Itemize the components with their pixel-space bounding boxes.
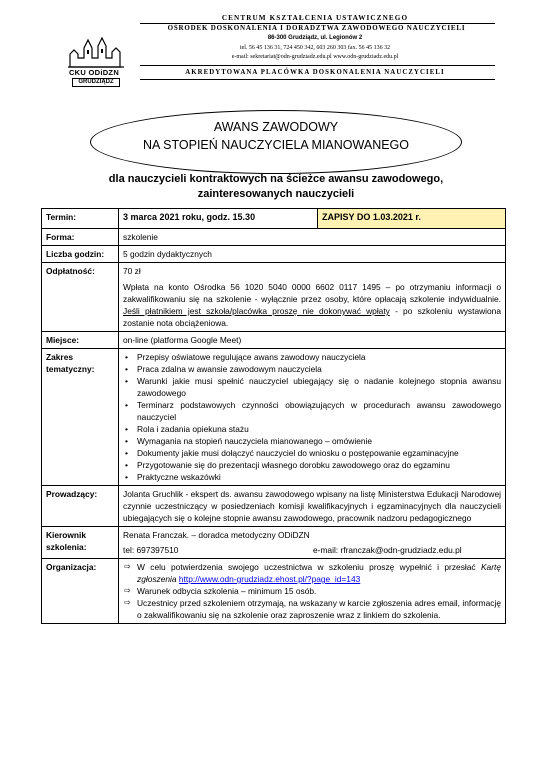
kierownik-contact [123, 544, 501, 556]
cku-odidzn-logo [58, 36, 136, 90]
odplatnosc-amount: 70 zł [123, 266, 141, 276]
header-address: 86-300 Grudziądz, ul. Legionów 2 [267, 35, 363, 41]
details-table [41, 208, 506, 624]
table-row [42, 209, 506, 229]
list-item: ⇨ Warunek odbycia szkolenia – minimum 15 osób. [137, 585, 501, 597]
list-item: ⇨ Uczestnicy przed szkoleniem otrzymają, na wskazany w karcie zgłoszenia adres email, informację o zakwalifikowaniu się na szkolenie oraz zaproszenie wraz z linkiem do szkolenia. [137, 597, 501, 621]
letterhead [0, 14, 543, 86]
subtitle: dla nauczycieli kontraktowych na ścieżce awansu zawodowego, [108, 173, 444, 185]
table-row [42, 527, 506, 559]
row-label: Forma: [42, 229, 119, 246]
table-row [42, 349, 506, 486]
header-accreditation: AKREDYTOWANA PLACÓWKA DOSKONALENIA NAUCZYCIELI [185, 69, 445, 76]
list-item: • Praca zdalna w awansie zawodowym nauczyciela [137, 363, 501, 375]
list-item: • Przepisy oświatowe regulujące awans zawodowy nauczyciela [137, 351, 501, 363]
list-item: • Terminarz podstawowych czynności obowiązujących w procedurach awansu zawodowego nauczyciel [137, 399, 501, 423]
row-label: Organizacja: [42, 559, 119, 624]
miejsce-value: on-line (platforma Google Meet) [119, 332, 506, 349]
list-item: • Przygotowanie się do prezentacji własnego dorobku zawodowego oraz do egzaminu [137, 459, 501, 471]
page-title: AWANS ZAWODOWY [213, 120, 339, 134]
row-label: Kierownik szkolenia: [42, 527, 119, 559]
list-item: • Wymagania na stopień nauczyciela mianowanego – omówienie [137, 435, 501, 447]
table-row [42, 559, 506, 624]
row-label: Termin: [42, 209, 119, 229]
kierownik-name: Renata Franczak. – doradca metodyczny ODiDZN [123, 530, 310, 540]
organizacja-list [123, 561, 501, 621]
header-contact: e-mail: sekretariat@odn-grudziadz.edu.pl www.odn-grudziadz.edu.pl [231, 54, 399, 60]
header-line2: OŚRODEK DOSKONALENIA I DORADZTWA ZAWODOWEGO NAUCZYCIELI [167, 24, 466, 32]
zapisy-badge: ZAPISY DO 1.03.2021 r. [318, 209, 506, 229]
forma-value: szkolenie [119, 229, 506, 246]
header-line1: CENTRUM KSZTAŁCENIA USTAWICZNEGO [221, 14, 409, 22]
row-label: Prowadzący: [42, 486, 119, 527]
list-item: • Praktyczne wskazówki [137, 471, 501, 483]
odplatnosc-note: Jeśli płatnikiem jest szkoła/placówka proszę nie dokonywać wpłaty [123, 306, 390, 316]
prowadzacy-value: Jolanta Gruchlik - ekspert ds. awansu zawodowego wpisany na listę Ministerstwa Edukacji Narodowej czynnie uczestniczący w posiedzeniach komisji kwalifikacyjnych i egzaminacyjnych dla nauczycieli ubiegających się o kolejne stopnie awansu zawodowego, pracownik nadzoru pedagogicznego [119, 486, 506, 527]
row-label: Liczba godzin: [42, 246, 119, 263]
kierownik-tel: tel: 697397510 [123, 545, 179, 555]
logo-city: GRUDZIĄDZ [72, 78, 120, 87]
liczba-value: 5 godzin dydaktycznych [119, 246, 506, 263]
zakres-value [119, 349, 506, 486]
table-row [42, 263, 506, 332]
list-item: • Dokumenty jakie musi dołączyć nauczyciel do wniosku o postępowanie egzaminacyjne [137, 447, 501, 459]
table-row [42, 486, 506, 527]
org-item1-italic: Kartę zgłoszenia [137, 562, 501, 584]
odplatnosc-text: Wpłata na konto Ośrodka 56 1020 5040 0000 6602 0117 1495 – po otrzymaniu informacji o zakwalifikowaniu się na szkolenie - wyłącznie przez osoby, które opłacają szkolenie indywidualnie. [123, 282, 501, 304]
table-row [42, 332, 506, 349]
list-item [137, 561, 501, 585]
row-label: Zakres tematyczny: [42, 349, 119, 486]
header-divider [140, 79, 495, 80]
kierownik-email: e-mail: rfranczak@odn-grudziadz.edu.pl [313, 545, 462, 555]
header-divider [140, 65, 495, 66]
zakres-list [123, 351, 501, 483]
row-label: Odpłatność: [42, 263, 119, 332]
registration-form-link[interactable]: http://www.odn-grudziadz.ehost.pl/?page_id=143 [178, 574, 361, 584]
header-phones: tel. 56 45 136 31, 724 450 342, 603 260 303 fax. 56 45 136 32 [239, 45, 391, 51]
kierownik-value [119, 527, 506, 559]
list-item: • Rola i zadania opiekuna stażu [137, 423, 501, 435]
building-towers-icon [68, 36, 126, 68]
odplatnosc-value [119, 263, 506, 332]
row-label: Miejsce: [42, 332, 119, 349]
logo-text: CKU ODiDZN [68, 68, 120, 77]
subtitle-line2: zainteresowanych nauczycieli [197, 188, 355, 200]
organizacja-value [119, 559, 506, 624]
odplatnosc-tail: - po szkoleniu wystawiona zostanie nota obciążeniowa. [123, 306, 501, 328]
list-item: • Warunki jakie musi spełnić nauczyciel ubiegający się o nadanie kolejnego stopnia awansu zawodowego [137, 375, 501, 399]
org-item1-text: W celu potwierdzenia swojego uczestnictwa w szkoleniu proszę wypełnić i przesłać [137, 562, 481, 572]
page-title-line2: NA STOPIEŃ NAUCZYCIELA MIANOWANEGO [142, 138, 410, 152]
termin-value: 3 marca 2021 roku, godz. 15.30 [119, 209, 318, 229]
table-row [42, 246, 506, 263]
table-row [42, 229, 506, 246]
